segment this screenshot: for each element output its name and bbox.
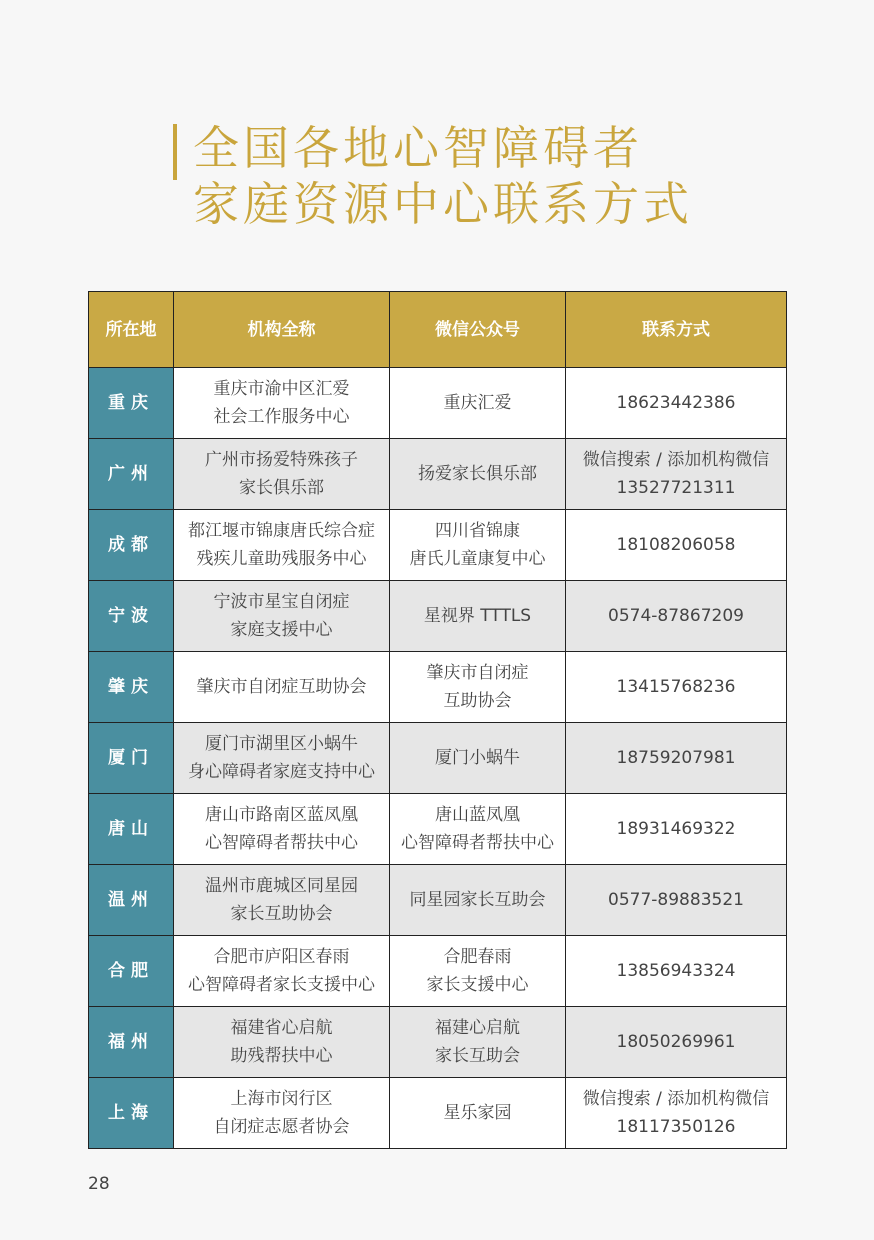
title-line-1: 全国各地心智障碍者 — [193, 121, 643, 175]
table-row — [89, 936, 787, 1007]
cell-city: 成都 — [89, 510, 174, 581]
cell-org-name — [174, 652, 390, 723]
cell-wechat-line: 合肥春雨 — [443, 947, 512, 967]
cell-wechat — [390, 652, 566, 723]
cell-contact-line: 18108206058 — [616, 535, 736, 555]
cell-contact — [566, 723, 787, 794]
cell-wechat-line: 福建心启航 — [435, 1018, 520, 1038]
cell-wechat — [390, 1007, 566, 1078]
cell-contact — [566, 652, 787, 723]
cell-wechat — [390, 581, 566, 652]
cell-org-name-line: 身心障碍者家庭支持中心 — [188, 762, 375, 782]
cell-wechat — [390, 439, 566, 510]
cell-contact — [566, 936, 787, 1007]
cell-org-name-line: 家长俱乐部 — [239, 478, 324, 498]
cell-wechat-line: 家长支援中心 — [426, 975, 529, 995]
cell-contact-line: 13527721311 — [616, 478, 736, 498]
cell-org-name-line: 厦门市湖里区小蜗牛 — [205, 734, 358, 754]
page-number: 28 — [88, 1174, 110, 1194]
cell-org-name-line: 合肥市庐阳区春雨 — [213, 947, 350, 967]
cell-wechat-line: 互助协会 — [443, 691, 512, 711]
cell-contact-line: 微信搜索 / 添加机构微信 — [582, 1089, 770, 1109]
header-location: 所在地 — [89, 292, 174, 368]
cell-contact — [566, 1007, 787, 1078]
page-title — [193, 120, 693, 232]
cell-contact-line: 18117350126 — [616, 1117, 736, 1137]
table-row — [89, 439, 787, 510]
cell-org-name — [174, 1078, 390, 1149]
cell-org-name — [174, 723, 390, 794]
cell-org-name-line: 福建省心启航 — [230, 1018, 333, 1038]
header-contact: 联系方式 — [566, 292, 787, 368]
cell-org-name-line: 唐山市路南区蓝凤凰 — [205, 805, 358, 825]
cell-wechat-line: 家长互助会 — [435, 1046, 520, 1066]
contact-table — [88, 291, 787, 1149]
cell-wechat — [390, 510, 566, 581]
cell-contact — [566, 510, 787, 581]
table-row — [89, 581, 787, 652]
cell-contact — [566, 794, 787, 865]
cell-org-name-line: 自闭症志愿者协会 — [213, 1117, 350, 1137]
cell-contact-line: 18050269961 — [616, 1032, 736, 1052]
cell-org-name — [174, 865, 390, 936]
table-header-row — [89, 292, 787, 368]
cell-city: 上海 — [89, 1078, 174, 1149]
cell-org-name-line: 心智障碍者帮扶中心 — [205, 833, 358, 853]
cell-org-name — [174, 510, 390, 581]
table-row — [89, 368, 787, 439]
cell-city: 唐山 — [89, 794, 174, 865]
cell-contact-line: 18623442386 — [616, 393, 736, 413]
cell-contact — [566, 439, 787, 510]
cell-org-name — [174, 936, 390, 1007]
cell-org-name — [174, 581, 390, 652]
cell-org-name — [174, 439, 390, 510]
cell-contact — [566, 368, 787, 439]
cell-org-name-line: 重庆市渝中区汇爱 — [213, 379, 350, 399]
header-wechat: 微信公众号 — [390, 292, 566, 368]
cell-wechat-line: 同星园家长互助会 — [409, 890, 546, 910]
cell-city: 肇庆 — [89, 652, 174, 723]
cell-city: 温州 — [89, 865, 174, 936]
table-row — [89, 723, 787, 794]
cell-org-name-line: 心智障碍者家长支援中心 — [188, 975, 375, 995]
cell-org-name-line: 家庭支援中心 — [230, 620, 333, 640]
cell-wechat-line: 唐山蓝凤凰 — [435, 805, 520, 825]
table-row — [89, 1078, 787, 1149]
cell-wechat-line: 重庆汇爱 — [443, 393, 512, 413]
cell-wechat-line: 厦门小蜗牛 — [435, 748, 520, 768]
cell-city: 合肥 — [89, 936, 174, 1007]
cell-wechat-line: 肇庆市自闭症 — [426, 663, 529, 683]
cell-contact — [566, 865, 787, 936]
cell-contact-line: 13415768236 — [616, 677, 736, 697]
cell-org-name-line: 上海市闵行区 — [230, 1089, 333, 1109]
cell-wechat-line: 唐氏儿童康复中心 — [409, 549, 546, 569]
cell-org-name-line: 温州市鹿城区同星园 — [205, 876, 358, 896]
cell-wechat — [390, 936, 566, 1007]
cell-city: 广州 — [89, 439, 174, 510]
cell-wechat-line: 四川省锦康 — [435, 521, 520, 541]
cell-contact-line: 微信搜索 / 添加机构微信 — [582, 450, 770, 470]
cell-wechat — [390, 865, 566, 936]
cell-wechat-line: 扬爱家长俱乐部 — [418, 464, 537, 484]
cell-org-name-line: 广州市扬爱特殊孩子 — [205, 450, 358, 470]
cell-city: 福州 — [89, 1007, 174, 1078]
cell-org-name — [174, 794, 390, 865]
cell-contact — [566, 1078, 787, 1149]
cell-wechat — [390, 1078, 566, 1149]
header-org-name: 机构全称 — [174, 292, 390, 368]
cell-org-name-line: 宁波市星宝自闭症 — [213, 592, 350, 612]
title-line-2: 家庭资源中心联系方式 — [193, 177, 693, 231]
table-row — [89, 865, 787, 936]
table-body — [89, 368, 787, 1149]
cell-org-name-line: 肇庆市自闭症互助协会 — [196, 677, 367, 697]
cell-org-name — [174, 368, 390, 439]
cell-wechat — [390, 794, 566, 865]
cell-org-name-line: 家长互助协会 — [230, 904, 333, 924]
cell-wechat-line: 星乐家园 — [443, 1103, 512, 1123]
cell-contact — [566, 581, 787, 652]
cell-org-name-line: 助残帮扶中心 — [230, 1046, 333, 1066]
cell-wechat — [390, 368, 566, 439]
cell-contact-line: 0577-89883521 — [608, 890, 744, 910]
cell-contact-line: 18931469322 — [616, 819, 736, 839]
cell-org-name-line: 社会工作服务中心 — [213, 407, 350, 427]
cell-city: 厦门 — [89, 723, 174, 794]
cell-wechat-line: 星视界 TTTLS — [423, 606, 532, 626]
cell-org-name — [174, 1007, 390, 1078]
cell-org-name-line: 都江堰市锦康唐氏综合症 — [188, 521, 375, 541]
title-accent-bar — [173, 124, 177, 180]
cell-city: 宁波 — [89, 581, 174, 652]
cell-contact-line: 13856943324 — [616, 961, 736, 981]
cell-city: 重庆 — [89, 368, 174, 439]
cell-contact-line: 0574-87867209 — [608, 606, 744, 626]
table-row — [89, 652, 787, 723]
cell-contact-line: 18759207981 — [616, 748, 736, 768]
cell-wechat — [390, 723, 566, 794]
table-row — [89, 794, 787, 865]
table-row — [89, 1007, 787, 1078]
table-row — [89, 510, 787, 581]
cell-org-name-line: 残疾儿童助残服务中心 — [196, 549, 367, 569]
cell-wechat-line: 心智障碍者帮扶中心 — [401, 833, 554, 853]
